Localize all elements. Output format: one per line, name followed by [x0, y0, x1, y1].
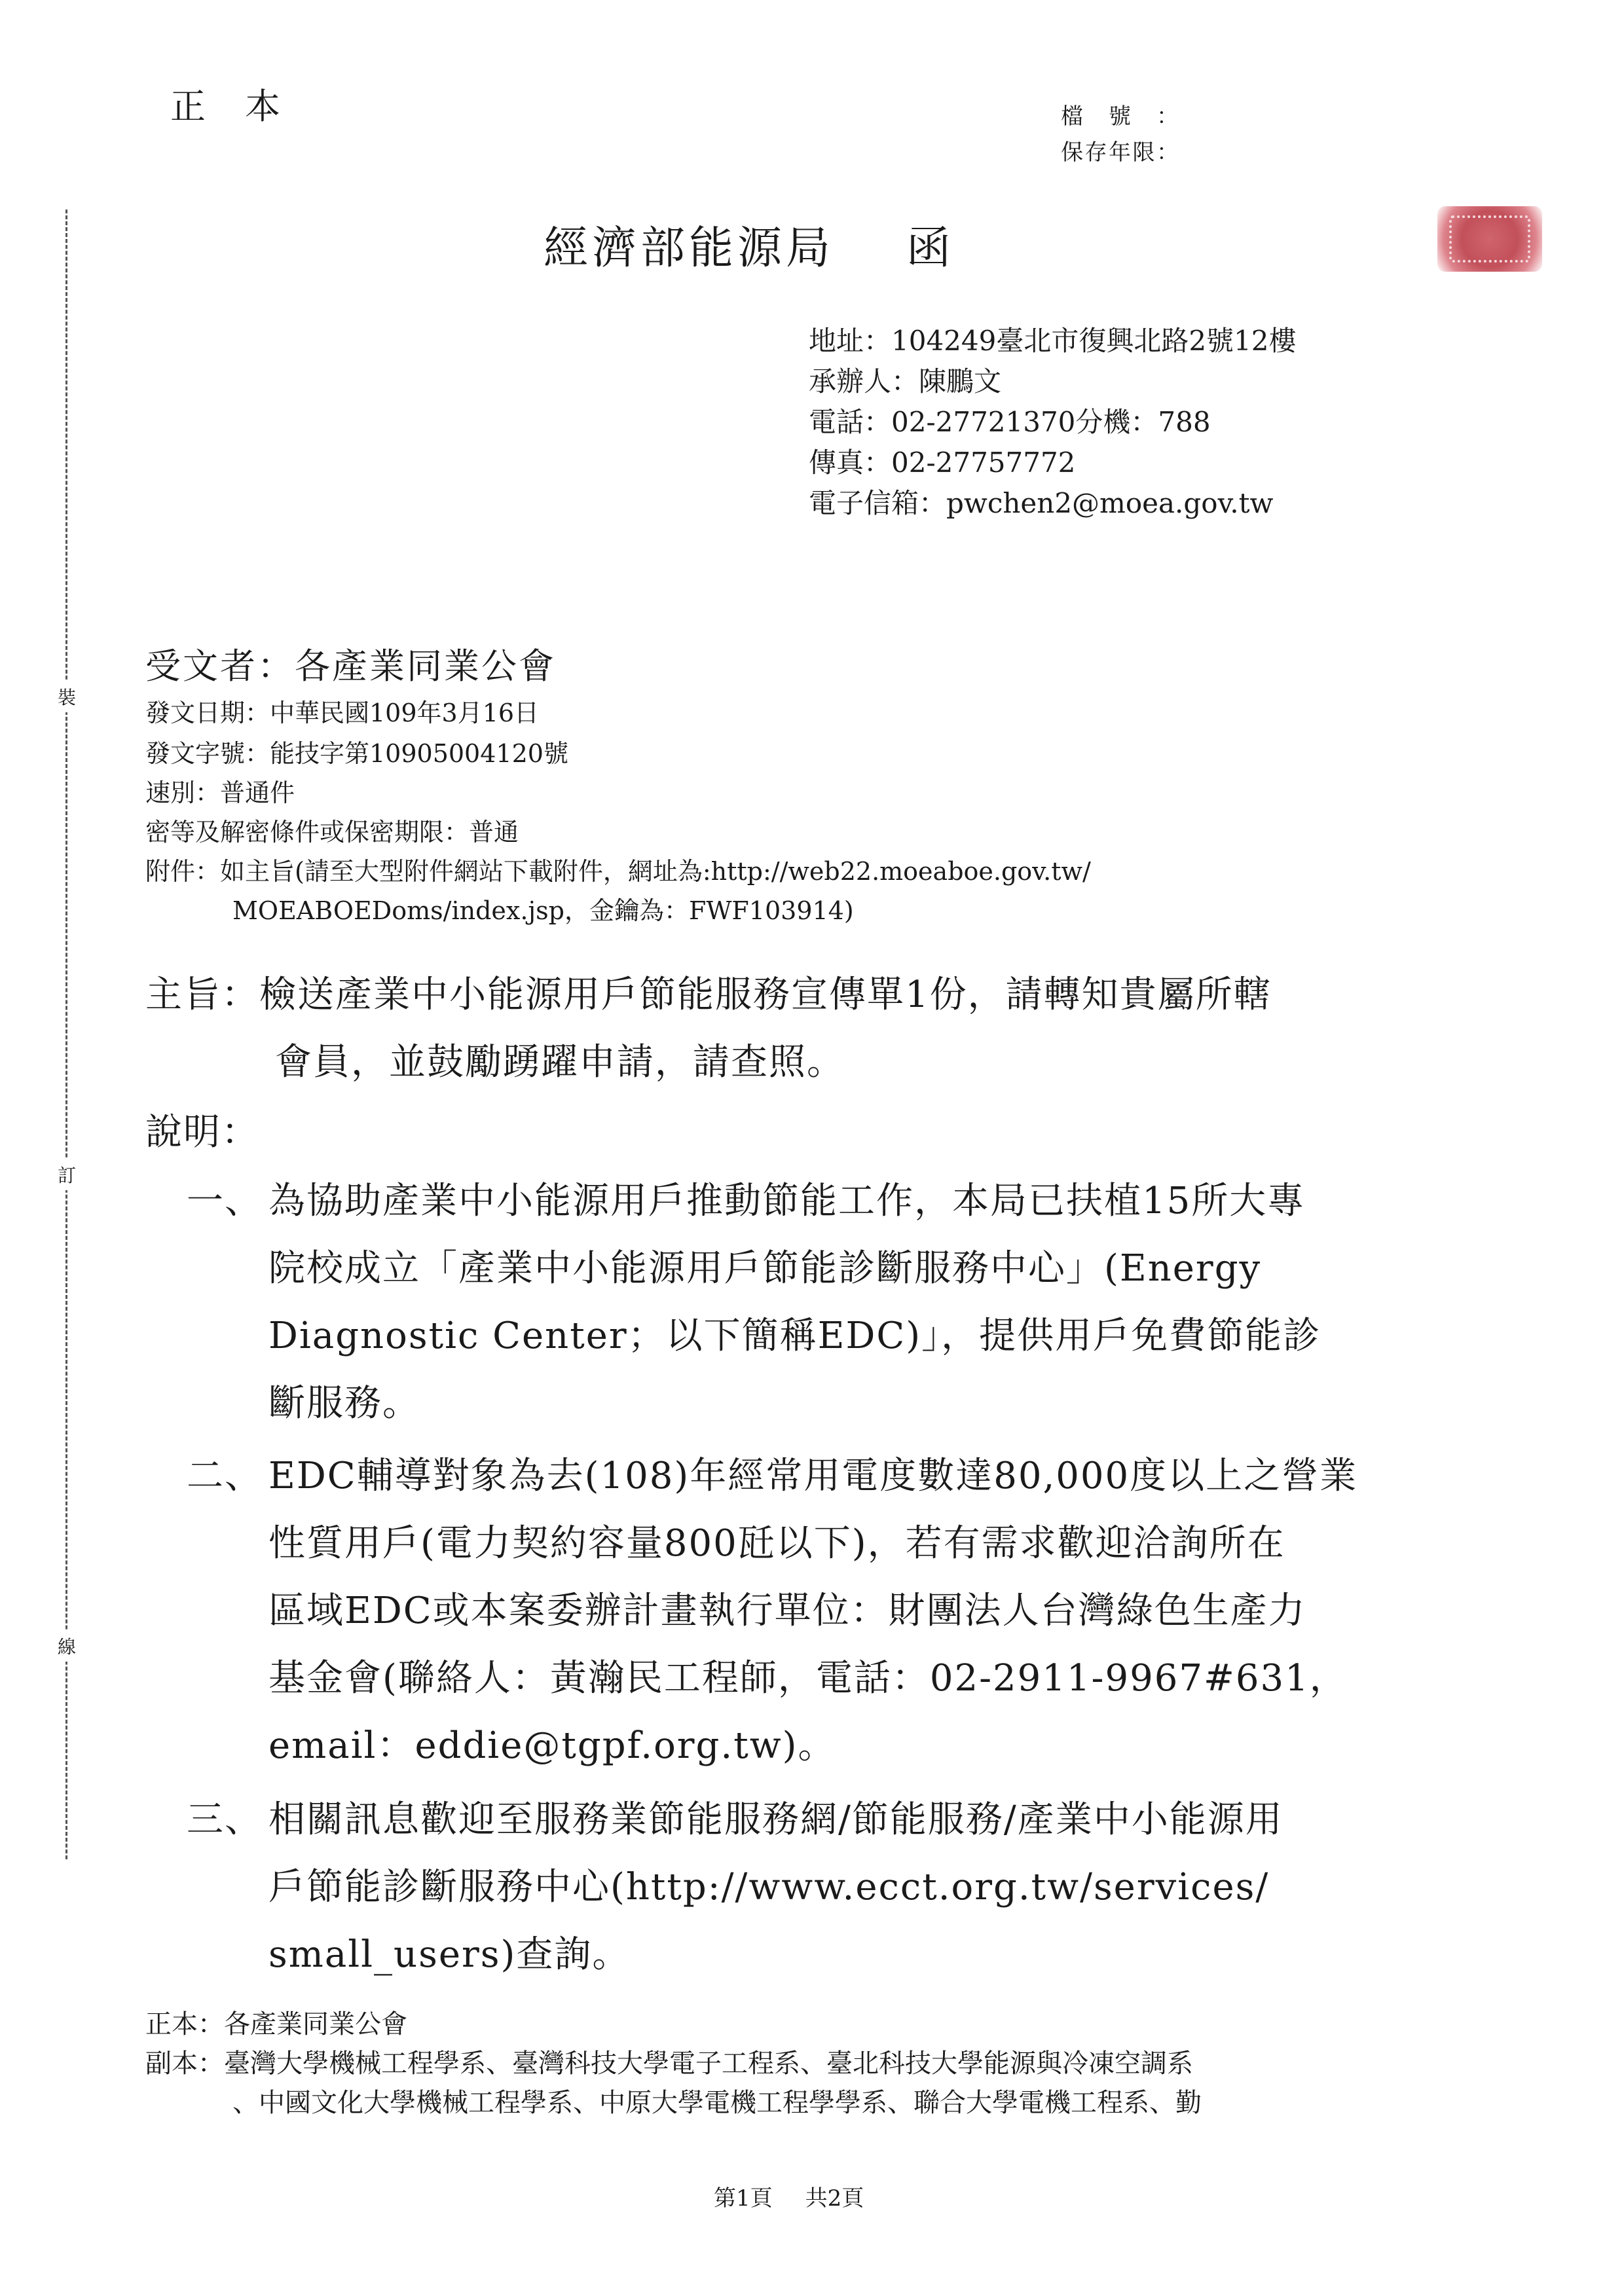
retention-period-label: 保存年限：: [1061, 139, 1179, 166]
copy-type-mark: 正本: [170, 86, 320, 127]
recipient: 受文者：各產業同業公會: [145, 646, 556, 687]
document-title: [544, 213, 955, 276]
binding-mark-2: 訂: [58, 1159, 76, 1190]
sender-phone: 電話：02-27721370分機：788: [809, 406, 1211, 438]
explanation-label: 說明：: [145, 1111, 259, 1154]
subject-line-2: 會員，並鼓勵踴躍申請，請查照。: [275, 1041, 845, 1084]
item-1-line: 為協助產業中小能源用戶推動節能工作，本局已扶植15所大專: [268, 1180, 1306, 1222]
seal-stamp: [1437, 206, 1542, 272]
item-1-line: 院校成立「產業中小能源用戶節能診斷服務中心」(Energy: [268, 1247, 1262, 1290]
sender-contact: 承辦人：陳鵬文: [809, 365, 1002, 397]
item-1-line: Diagnostic Center；以下簡稱EDC)」，提供用戶免費節能診: [268, 1315, 1321, 1357]
sender-email: 電子信箱：pwchen2@moea.gov.tw: [809, 487, 1274, 519]
item-2-line: email：eddie@tgpf.org.tw)。: [268, 1724, 836, 1767]
page-footer: [714, 2180, 864, 2212]
delivery-speed: 速別：普通件: [145, 778, 295, 807]
attachment-line-2: MOEABOEDoms/index.jsp，金鑰為：FWF103914): [232, 896, 854, 925]
title-org: 經濟部能源局: [544, 223, 835, 274]
item-1-number: 一、: [187, 1180, 263, 1222]
item-2-line: EDC輔導對象為去(108)年經常用電度數達80,000度以上之營業: [268, 1455, 1358, 1497]
item-3-line: small_users)查詢。: [268, 1933, 631, 1976]
item-2-line: 區域EDC或本案委辦計畫執行單位：財團法人台灣綠色生產力: [268, 1590, 1306, 1632]
document-number: 發文字號：能技字第10905004120號: [145, 739, 568, 768]
original-recipients: 正本：各產業同業公會: [145, 2009, 407, 2039]
page-number: 第1頁: [714, 2185, 773, 2212]
sender-fax: 傳真：02-27757772: [809, 446, 1076, 479]
binding-mark-1: 裝: [58, 681, 76, 712]
item-1-line: 斷服務。: [268, 1382, 420, 1425]
item-2-line: 基金會(聯絡人：黃瀚民工程師，電話：02-2911-9967#631，: [268, 1657, 1348, 1700]
page-total: 共2頁: [805, 2185, 864, 2212]
title-type: 函: [906, 223, 955, 274]
secrecy-level: 密等及解密條件或保密期限：普通: [145, 818, 519, 847]
copy-recipients-line-2: 、中國文化大學機械工程學系、中原大學電機工程學學系、聯合大學電機工程系、勤: [232, 2088, 1202, 2118]
copy-recipients-line-1: 副本：臺灣大學機械工程學系、臺灣科技大學電子工程系、臺北科技大學能源與冷凍空調系: [145, 2049, 1193, 2079]
item-3-number: 三、: [187, 1798, 263, 1841]
subject-line-1: 主旨：檢送產業中小能源用戶節能服務宣傳單1份，請轉知貴屬所轄: [145, 974, 1272, 1016]
item-2-line: 性質用戶(電力契約容量800瓩以下)，若有需求歡迎洽詢所在: [268, 1522, 1285, 1565]
file-number-label: 檔號：: [1061, 103, 1179, 130]
attachment-line-1: 附件：如主旨(請至大型附件網站下載附件，網址為:http://web22.moeaboe.gov.tw/: [145, 857, 1091, 886]
binding-mark-3: 線: [58, 1630, 76, 1662]
issue-date: 發文日期：中華民國109年3月16日: [145, 699, 540, 727]
item-3-line: 戶節能診斷服務中心(http://www.ecct.org.tw/services/: [268, 1866, 1270, 1908]
item-2-number: 二、: [187, 1455, 263, 1497]
binding-line: [65, 210, 67, 1859]
sender-address: 地址：104249臺北市復興北路2號12樓: [809, 325, 1297, 357]
item-3-line: 相關訊息歡迎至服務業節能服務網/節能服務/產業中小能源用: [268, 1798, 1283, 1841]
